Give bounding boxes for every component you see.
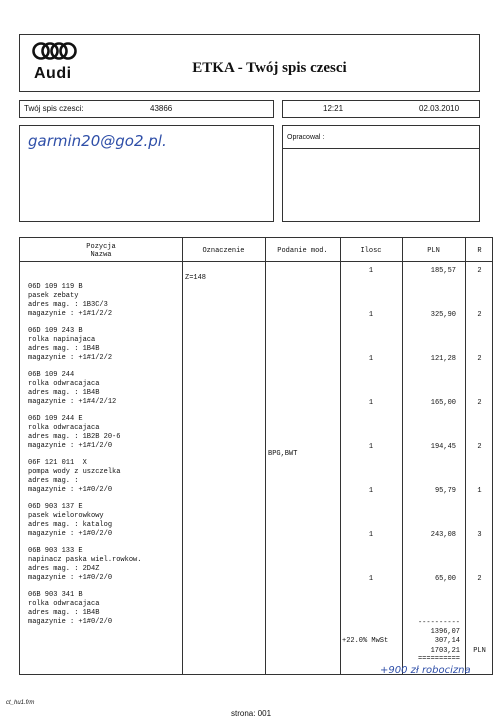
- audi-rings-logo: [32, 41, 78, 61]
- col-header-price: PLN: [427, 247, 440, 255]
- list-label: Twój spis czesci:: [24, 104, 84, 113]
- item-part-lines: 06B 109 244 rolka odwracajaca adres mag. : 1B4B magazynie : +1#4/2/12: [28, 371, 117, 406]
- item-price: 185,57: [430, 267, 456, 275]
- customer-handwritten: garmin20@go2.pl.: [28, 132, 167, 150]
- item-r: 2: [477, 575, 482, 583]
- item-part-lines: 06B 903 133 E napinacz paska wiel.rowkow. adres mag. : 2D4Z magazynie : +1#0/2/0: [28, 547, 142, 582]
- col-header-name: Nazwa: [90, 251, 112, 259]
- vat-amount: 307,14: [434, 637, 460, 645]
- item-r: 3: [477, 531, 482, 539]
- item-r: 2: [477, 355, 482, 363]
- item-r: 1: [477, 487, 482, 495]
- brand-name: Audi: [34, 65, 72, 82]
- item-qty: 1: [368, 575, 374, 583]
- currency: PLN: [473, 647, 486, 655]
- prepared-label: Opracowal :: [287, 134, 325, 141]
- page-title: ETKA - Twój spis czesci: [192, 60, 347, 76]
- item-part-lines: 06D 109 243 B rolka napinajaca adres mag. : 1B4B magazynie : +1#1/2/2: [28, 327, 113, 362]
- item-qty: 1: [368, 355, 374, 363]
- item-r: 2: [477, 443, 482, 451]
- table-row: [20, 573, 492, 626]
- prepared-divider: [283, 148, 479, 149]
- item-price: 65,00: [434, 575, 456, 583]
- time: 12:21: [323, 104, 344, 113]
- item-price: 121,28: [430, 355, 456, 363]
- item-qty: 1: [368, 487, 374, 495]
- header-separator: [20, 261, 492, 262]
- item-r: 2: [477, 267, 482, 275]
- item-price: 243,08: [430, 531, 456, 539]
- col-header-position: Pozycja: [86, 243, 116, 251]
- item-part-lines: 06F 121 011 X pompa wody z uszczelka adres mag. : magazynie : +1#0/2/0: [28, 459, 121, 494]
- item-price: 194,45: [430, 443, 456, 451]
- date: 02.03.2010: [419, 104, 460, 113]
- item-qty: 1: [368, 443, 374, 451]
- totals-dashes-bottom: ==========: [417, 655, 460, 663]
- header-box: [19, 34, 480, 92]
- item-r: 2: [477, 399, 482, 407]
- item-part-lines: 06D 109 119 B pasek zebaty adres mag. : 1B3C/3 magazynie : +1#1/2/2: [28, 283, 113, 318]
- item-qty: 1: [368, 531, 374, 539]
- grand-total: 1703,21: [430, 647, 460, 655]
- parts-table: [19, 237, 493, 675]
- customer-box: [19, 125, 274, 222]
- totals-dashes-top: ----------: [417, 619, 460, 627]
- item-part-lines: 06B 903 341 B rolka odwracajaca adres mag. : 1B4B magazynie : +1#0/2/0: [28, 591, 113, 626]
- item-mod: BPG,BWT: [268, 450, 298, 458]
- item-qty: 1: [368, 267, 374, 275]
- col-header-designation: Oznaczenie: [202, 247, 245, 255]
- footer-page: strona: 001: [231, 709, 272, 718]
- col-header-qty: Ilosc: [360, 247, 382, 255]
- item-part-lines: 06D 109 244 E rolka odwracajaca adres mag. : 1B2B 20-6 magazynie : +1#1/2/0: [28, 415, 121, 450]
- col-header-r: R: [477, 247, 482, 255]
- subtotal: 1396,07: [430, 628, 460, 636]
- item-r: 2: [477, 311, 482, 319]
- item-designation: Z=148: [185, 274, 207, 282]
- handwritten-labor-note: +900 zł robocizna: [380, 665, 471, 676]
- item-price: 325,90: [430, 311, 456, 319]
- item-qty: 1: [368, 311, 374, 319]
- footer-file: ct_hu1.frm: [6, 700, 35, 706]
- datetime-box: [282, 100, 480, 118]
- col-header-mod: Podanie mod.: [277, 247, 328, 255]
- list-number: 43866: [150, 104, 173, 113]
- item-price: 95,79: [434, 487, 456, 495]
- item-qty: 1: [368, 399, 374, 407]
- vat-label: +22.0% MwSt: [342, 637, 389, 645]
- item-part-lines: 06D 903 137 E pasek wielorowkowy adres mag. : katalog magazynie : +1#0/2/0: [28, 503, 113, 538]
- item-price: 165,00: [430, 399, 456, 407]
- prepared-box: [282, 125, 480, 222]
- list-number-box: [19, 100, 274, 118]
